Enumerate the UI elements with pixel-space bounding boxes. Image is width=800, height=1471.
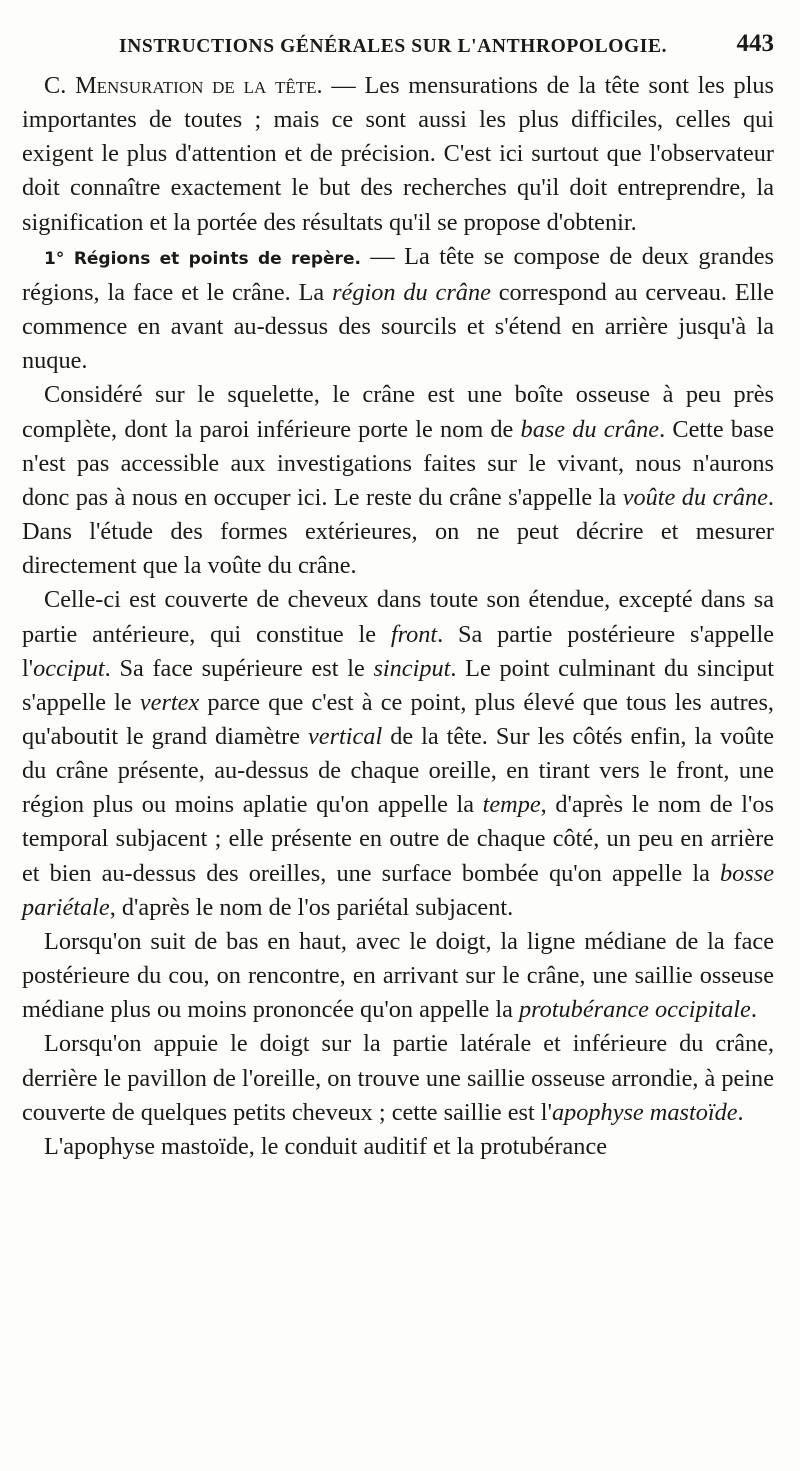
italic-term: vertical — [308, 722, 383, 750]
paragraph-text: . Le point culminant du sinciput s'appelle le — [22, 654, 774, 716]
section-letter: C. — [44, 72, 67, 99]
paragraph-text: , d'après le nom de l'os temporal subjacent ; elle présente en outre de chaque côté, un peu en arrière et bien au-dessus des oreilles, une surface bombée qu'on appelle la — [22, 791, 774, 887]
italic-term: vertex — [139, 688, 200, 716]
subsection-number: 1° — [44, 248, 65, 269]
vault-paragraph — [22, 583, 774, 925]
neck-paragraph — [22, 925, 774, 1027]
italic-term: base du crâne — [520, 415, 660, 443]
paragraph-text: . Sa partie postérieure s'appelle l' — [22, 620, 774, 682]
italic-term: sinciput — [373, 654, 451, 682]
paragraph-text: Lorsqu'on suit de bas en haut, avec le doigt, la ligne médiane de la face postérieure du cou, on rencontre, en arrivant sur le crâne, une saillie osseuse médiane plus ou moins prononcée qu'on appelle la — [22, 927, 774, 1024]
paragraph-text: Lorsqu'on appuie le doigt sur la partie latérale et inférieure du crâne, derrière le pavillon de l'oreille, on trouve une saillie osseuse arrondie, à peine couverte de quelques petits cheveux ; cette saillie est l' — [22, 1030, 774, 1126]
italic-term: front — [390, 620, 438, 648]
paragraph-text: correspond au cerveau. Elle commence en avant au-dessus des sourcils et s'étend en arrière jusqu'à la nuque. — [22, 278, 774, 375]
italic-term: apophyse mastoïde — [551, 1098, 738, 1126]
section-title: Mensuration de la tête. — [75, 72, 323, 99]
mastoid-paragraph — [22, 1027, 774, 1129]
running-head: INSTRUCTIONS GÉNÉRALES SUR L'ANTHROPOLOGIE. — [119, 36, 668, 57]
paragraph-text: . Sa face supérieure est le — [104, 654, 374, 682]
paragraph-text: L'apophyse mastoïde, le conduit auditif et la protubérance — [44, 1132, 608, 1160]
paragraph-text: Considéré sur le squelette, le crâne est une boîte osseuse à peu près complète, dont la paroi inférieure porte le nom de — [22, 381, 774, 443]
italic-term: bosse pariétale — [22, 859, 774, 921]
subsection-1-paragraph — [22, 240, 774, 379]
italic-term: occiput — [33, 654, 105, 682]
paragraph-text: — La tête se compose de deux grandes régions, la face et le crâne. La — [22, 242, 774, 306]
paragraph-text: . Cette base n'est pas accessible aux investigations faites sur le vivant, nous n'aurons donc pas à nous en occuper ici. Le reste du crâne s'appelle la — [22, 415, 775, 511]
paragraph-text: . — [737, 1098, 744, 1126]
paragraph-text: , d'après le nom de l'os pariétal subjacent. — [109, 893, 514, 921]
paragraph-text: parce que c'est à ce point, plus élevé que tous les autres, qu'aboutit le grand diamètre — [22, 688, 774, 750]
paragraph-text: — Les mensurations de la tête sont les plus importantes de toutes ; mais ce sont aussi les plus difficiles, celles qui exigent le plus d'attention et de précision. C'est ici surtout que l'observateur doit connaître exactement le but des recherches qu'il doit entreprendre, la signification et la portée des résultats qu'il se propose d'obtenir. — [22, 72, 774, 236]
paragraph-text: Celle-ci est couverte de cheveux dans toute son étendue, excepté dans sa partie antérieure, qui constitue le — [22, 586, 774, 648]
paragraph-text: . Dans l'étude des formes extérieures, on ne peut décrire et mesurer directement que la voûte du crâne. — [22, 483, 774, 580]
italic-term: protubérance occipitale — [518, 996, 751, 1024]
skull-paragraph — [22, 378, 774, 583]
paragraph-text: . — [750, 996, 757, 1024]
last-paragraph — [22, 1130, 774, 1164]
paragraph-text: de la tête. Sur les côtés enfin, la voûte du crâne présente, au-dessus de chaque oreille, en tirant vers le front, une région plus ou moins aplatie qu'on appelle la — [22, 722, 774, 819]
page-header — [24, 30, 776, 70]
italic-term: voûte du crâne — [622, 483, 768, 511]
italic-term: région du crâne — [332, 278, 491, 306]
section-c-paragraph — [22, 69, 774, 240]
subsection-title: Régions et points de repère. — [73, 248, 361, 269]
page-number: 443 — [736, 30, 774, 57]
body-text — [22, 69, 774, 1164]
italic-term: tempe — [482, 791, 541, 819]
